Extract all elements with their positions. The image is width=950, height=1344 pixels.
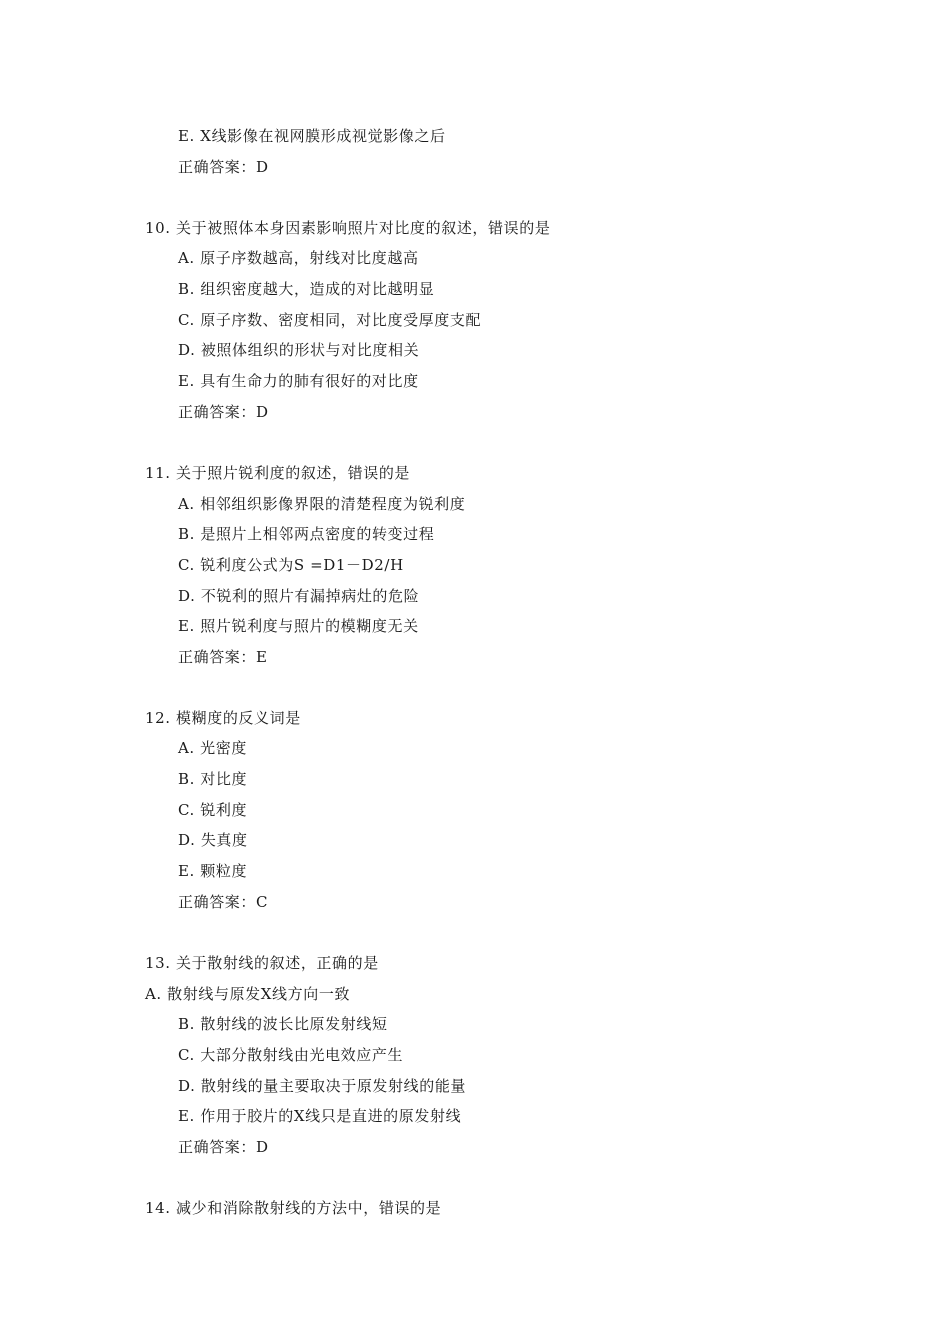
option-c: C. 锐利度: [178, 801, 248, 819]
option-e: E. 照片锐利度与照片的模糊度无关: [178, 617, 419, 635]
option-d: D. 不锐利的照片有漏掉病灶的危险: [178, 587, 420, 605]
answer-line: 正确答案：D: [178, 403, 269, 421]
question-13: 13. 关于散射线的叙述，正确的是: [145, 954, 379, 972]
answer-line: 正确答案：D: [178, 1138, 269, 1156]
answer-line: 正确答案：D: [178, 158, 269, 176]
option-e: E. X线影像在视网膜形成视觉影像之后: [178, 127, 446, 145]
question-10: 10. 关于被照体本身因素影响照片对比度的叙述，错误的是: [145, 219, 551, 237]
option-c: C. 大部分散射线由光电效应产生: [178, 1046, 404, 1064]
question-12: 12. 模糊度的反义词是: [145, 709, 301, 727]
option-e: E. 作用于胶片的X线只是直进的原发射线: [178, 1107, 462, 1125]
option-c: C. 锐利度公式为S =D1－D2/H: [178, 556, 404, 574]
option-b: B. 散射线的波长比原发射线短: [178, 1015, 388, 1033]
question-11: 11. 关于照片锐利度的叙述，错误的是: [145, 464, 411, 482]
option-e: E. 颗粒度: [178, 862, 248, 880]
option-d: D. 散射线的量主要取决于原发射线的能量: [178, 1077, 467, 1095]
option-b: B. 对比度: [178, 770, 248, 788]
option-a: A. 原子序数越高，射线对比度越高: [178, 249, 419, 267]
option-a: A. 光密度: [178, 739, 247, 757]
option-d: D. 被照体组织的形状与对比度相关: [178, 341, 420, 359]
answer-line: 正确答案：C: [178, 893, 269, 911]
option-b: B. 是照片上相邻两点密度的转变过程: [178, 525, 435, 543]
option-e: E. 具有生命力的肺有很好的对比度: [178, 372, 419, 390]
option-a: A. 散射线与原发X线方向一致: [145, 985, 351, 1003]
option-c: C. 原子序数、密度相同，对比度受厚度支配: [178, 311, 482, 329]
answer-line: 正确答案：E: [178, 648, 268, 666]
option-b: B. 组织密度越大，造成的对比越明显: [178, 280, 435, 298]
question-14: 14. 减少和消除散射线的方法中，错误的是: [145, 1199, 442, 1217]
option-d: D. 失真度: [178, 831, 248, 849]
option-a: A. 相邻组织影像界限的清楚程度为锐利度: [178, 495, 466, 513]
